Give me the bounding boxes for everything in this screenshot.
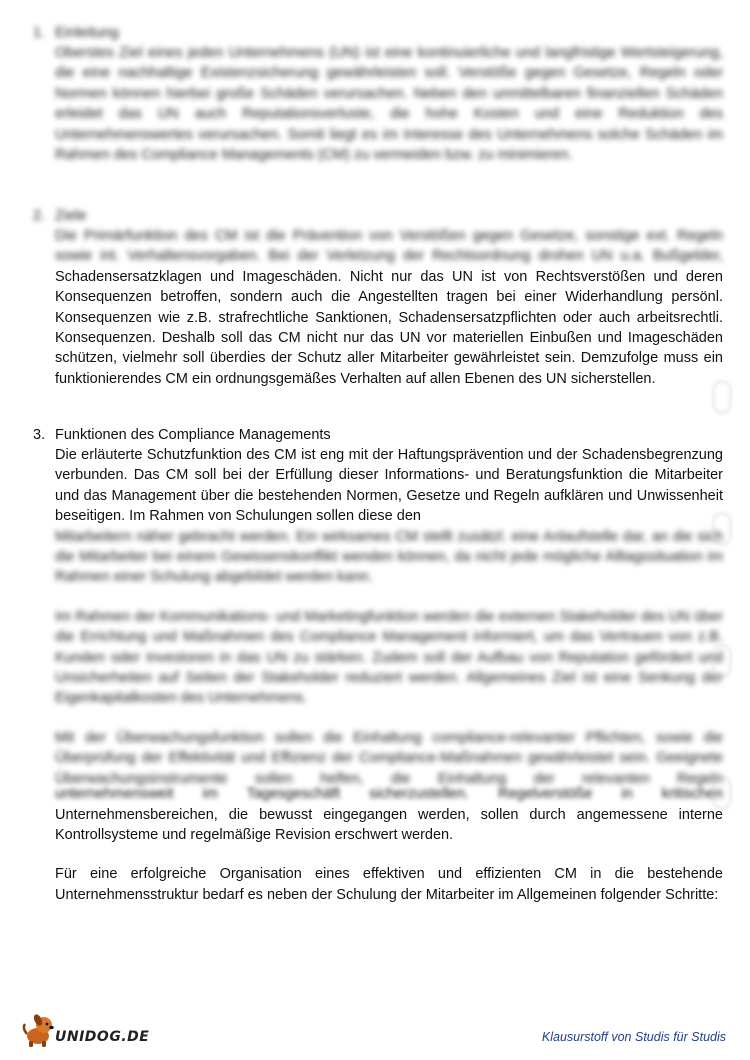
section-heading: 3. Funktionen des Compliance Managements	[33, 427, 331, 443]
watermark-mark	[712, 380, 732, 414]
paragraph-ziele: Schadensersatzklagen und Imageschäden. Nicht nur das UN ist von Rechtsverstößen und deren Konsequenzen betroffen, sondern auch die Angestellten tragen bei einer Widerhandlung persönl. Konsequenzen wie z.B. strafrechtliche Sanktionen, Schadensersatzpflichten oder auch arbeitsrechtli. Konsequenzen. Deshalb soll das CM nicht nur das UN vor materiellen Einbußen und Imageschäden schützen, vielmehr soll überdies der Schutz aller Mitarbeiter gewährleistet sein. Demzufolge muss ein funktionierendes CM ein ordnungsgemäßes Verhalten auf allen Ebenen des UN sicherstellen.	[55, 268, 723, 387]
watermark-mark	[712, 512, 732, 546]
paragraph-ueberwachungsfunktion-partial: unternehmensweit im Tagesgeschäft sicherzustellen. Regelverstöße in kritischen	[55, 786, 723, 803]
paragraph-ziele-blurred: Die Primärfunktion des CM ist die Prävention von Verstößen gegen Gesetze, sonstige ext. Regeln sowie int. Verhaltensvorgaben. Bei der Verletzung der Rechtsordnung drohen UN u.a. Bußgelder,	[55, 228, 723, 265]
paragraph-einleitung: Oberstes Ziel eines jeden Unternehmens (UN) ist eine kontinuierliche und langfristige Wertsteigerung, die eine nachhaltige Existenzsicherung gewährleisten soll. Verstöße gegen Gesetze, Regeln oder Normen können hierbei große Schäden verursachen. Neben den unmittelbaren finanziellen Schäden erleidet das UN auch Reputationsverluste, die hohe Kosten und eine Reduktion des Unternehmenswertes verursachen. Somit liegt es im Interesse des Unternehmens solche Schäden im Rahmen des Compliance Managements (CM) zu vermeiden bzw. zu minimieren.	[55, 45, 723, 164]
paragraph-organisation: Für eine erfolgreiche Organisation eines effektiven und effizienten CM in die bestehende Unternehmensstruktur bedarf es neben der Schulung der Mitarbeiter im Allgemeinen folgender Schritte:	[55, 866, 723, 903]
logo-text: UNIDOG.DE	[55, 1029, 150, 1045]
paragraph-schutzfunktion-blurred: Mitarbeitern näher gebracht werden. Ein wirksames CM stellt zusätzl. eine Anlaufstelle dar, an die sich die Mitarbeiter bei einem Gewissenskonflikt wenden können, da nicht jede mögliche Alltagssituation im Rahmen einer Schulung abgebildet werden kann.	[55, 528, 723, 586]
unidog-logo[interactable]	[22, 1012, 162, 1048]
section-heading: 1. Einleitung	[33, 25, 119, 41]
footer-tagline: Klausurstoff von Studis für Studis	[541, 1030, 726, 1044]
paragraph-kommunikationsfunktion: Im Rahmen der Kommunikations- und Marketingfunktion werden die externen Stakeholder des UN über die Errichtung und Maßnahmen des Compliance Management informiert, um das Vertrauen von z.B. Kunden oder Investoren in das UN zu stärken. Zudem soll der Aufbau von Reputation gefördert und Unsicherheiten auf Seiten der Stakeholder reduziert werden. Allgemeines Ziel ist eine Senkung der Eigenkapitalkosten des Unternehmens.	[55, 608, 723, 707]
watermark-mark	[712, 776, 732, 810]
paragraph-schutzfunktion: Die erläuterte Schutzfunktion des CM ist eng mit der Haftungsprävention und der Schadensbegrenzung verbunden. Das CM soll bei der Erfüllung dieser Informations- und Beratungsfunktion die Mitarbeiter und das Management über die bestehenden Normen, Gesetze und Regeln aufklären und Unwissenheit beseitigen. Im Rahmen von Schulungen sollen diese den	[55, 447, 723, 525]
watermark-mark	[712, 644, 732, 678]
section-heading: 2. Ziele	[33, 208, 87, 224]
paragraph-ueberwachungsfunktion-blurred: Mit der Überwachungsfunktion sollen die Einhaltung compliance-relevanter Pflichten, sowie die Überprüfung der Effektivität und Effizienz der Compliance-Maßnahmen gewährleistet sein. Geeignete Überwachungsinstrumente sollen helfen, die Einhaltung der relevanten Regeln	[55, 729, 723, 787]
section-einleitung	[33, 24, 723, 165]
paragraph-ueberwachungsfunktion: Unternehmensbereichen, die bewusst eingegangen werden, sollen durch angemessene interne Kontrollsysteme und regelmäßige Revision erschwert werden.	[55, 806, 723, 843]
watermark	[702, 380, 742, 810]
section-ziele	[33, 207, 723, 389]
section-funktionen	[33, 426, 723, 905]
